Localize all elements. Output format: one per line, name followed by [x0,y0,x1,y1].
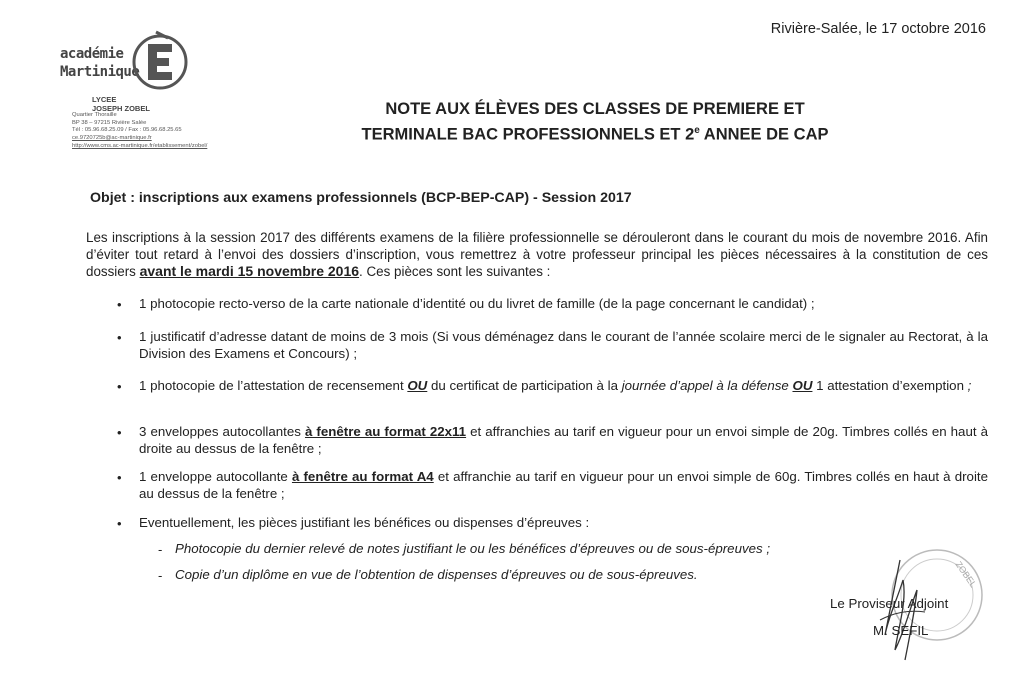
sub-list-item: Photocopie du dernier relevé de notes justifiant le ou les bénéfices d’épreuves ou de sous-épreuves ; [175,541,771,556]
address-line: BP 38 – 97215 Rivière Salée [72,119,147,126]
logo-academie-text: académie [60,46,124,62]
title-line-1: NOTE AUX ÉLÈVES DES CLASSES DE PREMIERE ET [385,100,805,118]
republic-e-emblem-icon [128,28,192,92]
title-line-2-end: ANNEE DE CAP [699,125,829,144]
address-website-link[interactable]: http://www.cms.ac-martinique.fr/etablissement/zobel/ [72,142,208,149]
academy-logo [50,22,190,100]
intro-text: Les inscriptions à la session 2017 des différents examens de la filière professionnelle se dérouleront dans le courant du mois de novembre 2016. Afin d’éviter tout retard à l’envoi des dossiers d’inscription, vous remettrez à votre professeur principal les pièces nécessaires à la constitution de ces dossiers [86,230,988,280]
address-email-link[interactable]: ce.9720725b@ac-martinique.fr [72,135,152,142]
item-text: et affranchie au tarif en vigueur pour un envoi simple de 60g. Timbres collés en haut à droite au dessus de la fenêtre ; [139,469,988,501]
item-text: et affranchies au tarif en vigueur pour un envoi simple de 20g. Timbres collés en haut à droite au dessus de la fenêtre ; [139,424,989,456]
bullet-icon: • [117,516,122,531]
list-item [139,469,988,502]
intro-paragraph [86,230,988,281]
title-superscript: e [694,125,700,136]
school-line-2: JOSEPH ZOBEL [92,104,150,113]
signatory-name: M. SEFIL [873,623,929,638]
item-text: 1 attestation d’exemption [812,378,964,393]
signatory-role: Le Proviseur Adjoint [830,596,949,611]
item-text: 1 photocopie de l’attestation de recensement [139,378,408,393]
address-line: Quartier Thoraille [72,112,117,118]
item-italic-text: journée d’appel à la défense [621,378,789,393]
title-line-2 [250,120,940,146]
bullet-icon: • [117,425,122,440]
list-item: 1 photocopie recto-verso de la carte nationale d’identité ou du livret de famille (de la page concernant le candidat) ; [139,296,815,311]
item-text: du certificat de participation à la [427,378,622,393]
list-item: 1 justificatif d’adresse datant de moins de 3 mois (Si vous déménagez dans le courant de l’année scolaire merci de le signaler au Rectorat, à la Division des Examens et Concours) ; [139,329,988,361]
item-text: ; [963,378,972,393]
deadline-text: avant le mardi 15 novembre 2016 [139,263,360,280]
subject-line: Objet : inscriptions aux examens professionnels (BCP-BEP-CAP) - Session 2017 [90,190,632,206]
dash-icon: - [158,542,163,557]
note-title [250,98,940,146]
bullet-icon: • [117,297,122,312]
list-item [139,378,988,395]
document-date: Rivière-Salée, le 17 octobre 2016 [770,21,986,37]
intro-text-end: . Ces pièces sont les suivantes : [359,264,551,280]
item-text: 1 enveloppe autocollante [139,469,292,484]
school-name [92,95,150,113]
bullet-icon: • [117,379,122,394]
list-item [139,424,988,457]
dash-icon: - [158,568,163,583]
logo-martinique-text: Martinique [60,64,140,80]
stamp-text: ZOBEL [953,559,979,590]
school-line-1: LYCEE [92,95,117,104]
emphasis-ou: OU [407,378,428,393]
item-bold-text: à fenêtre au format A4 [291,469,434,484]
sub-list-item: Copie d’un diplôme en vue de l’obtention de dispenses d’épreuves ou de sous-épreuves. [175,567,698,582]
list-item: Eventuellement, les pièces justifiant les bénéfices ou dispenses d’épreuves : [139,515,590,530]
school-address [72,112,207,151]
title-line-2-text: TERMINALE BAC PROFESSIONNELS ET 2 [361,125,695,144]
bullet-icon: • [117,330,122,345]
emphasis-ou: OU [792,378,813,393]
address-phone: Tél : 05.96.68.25.09 / Fax : 05.96.68.25.65 [72,127,182,134]
item-bold-text: à fenêtre au format 22x11 [304,424,467,439]
bullet-icon: • [117,470,122,485]
item-text: 3 enveloppes autocollantes [139,424,305,439]
